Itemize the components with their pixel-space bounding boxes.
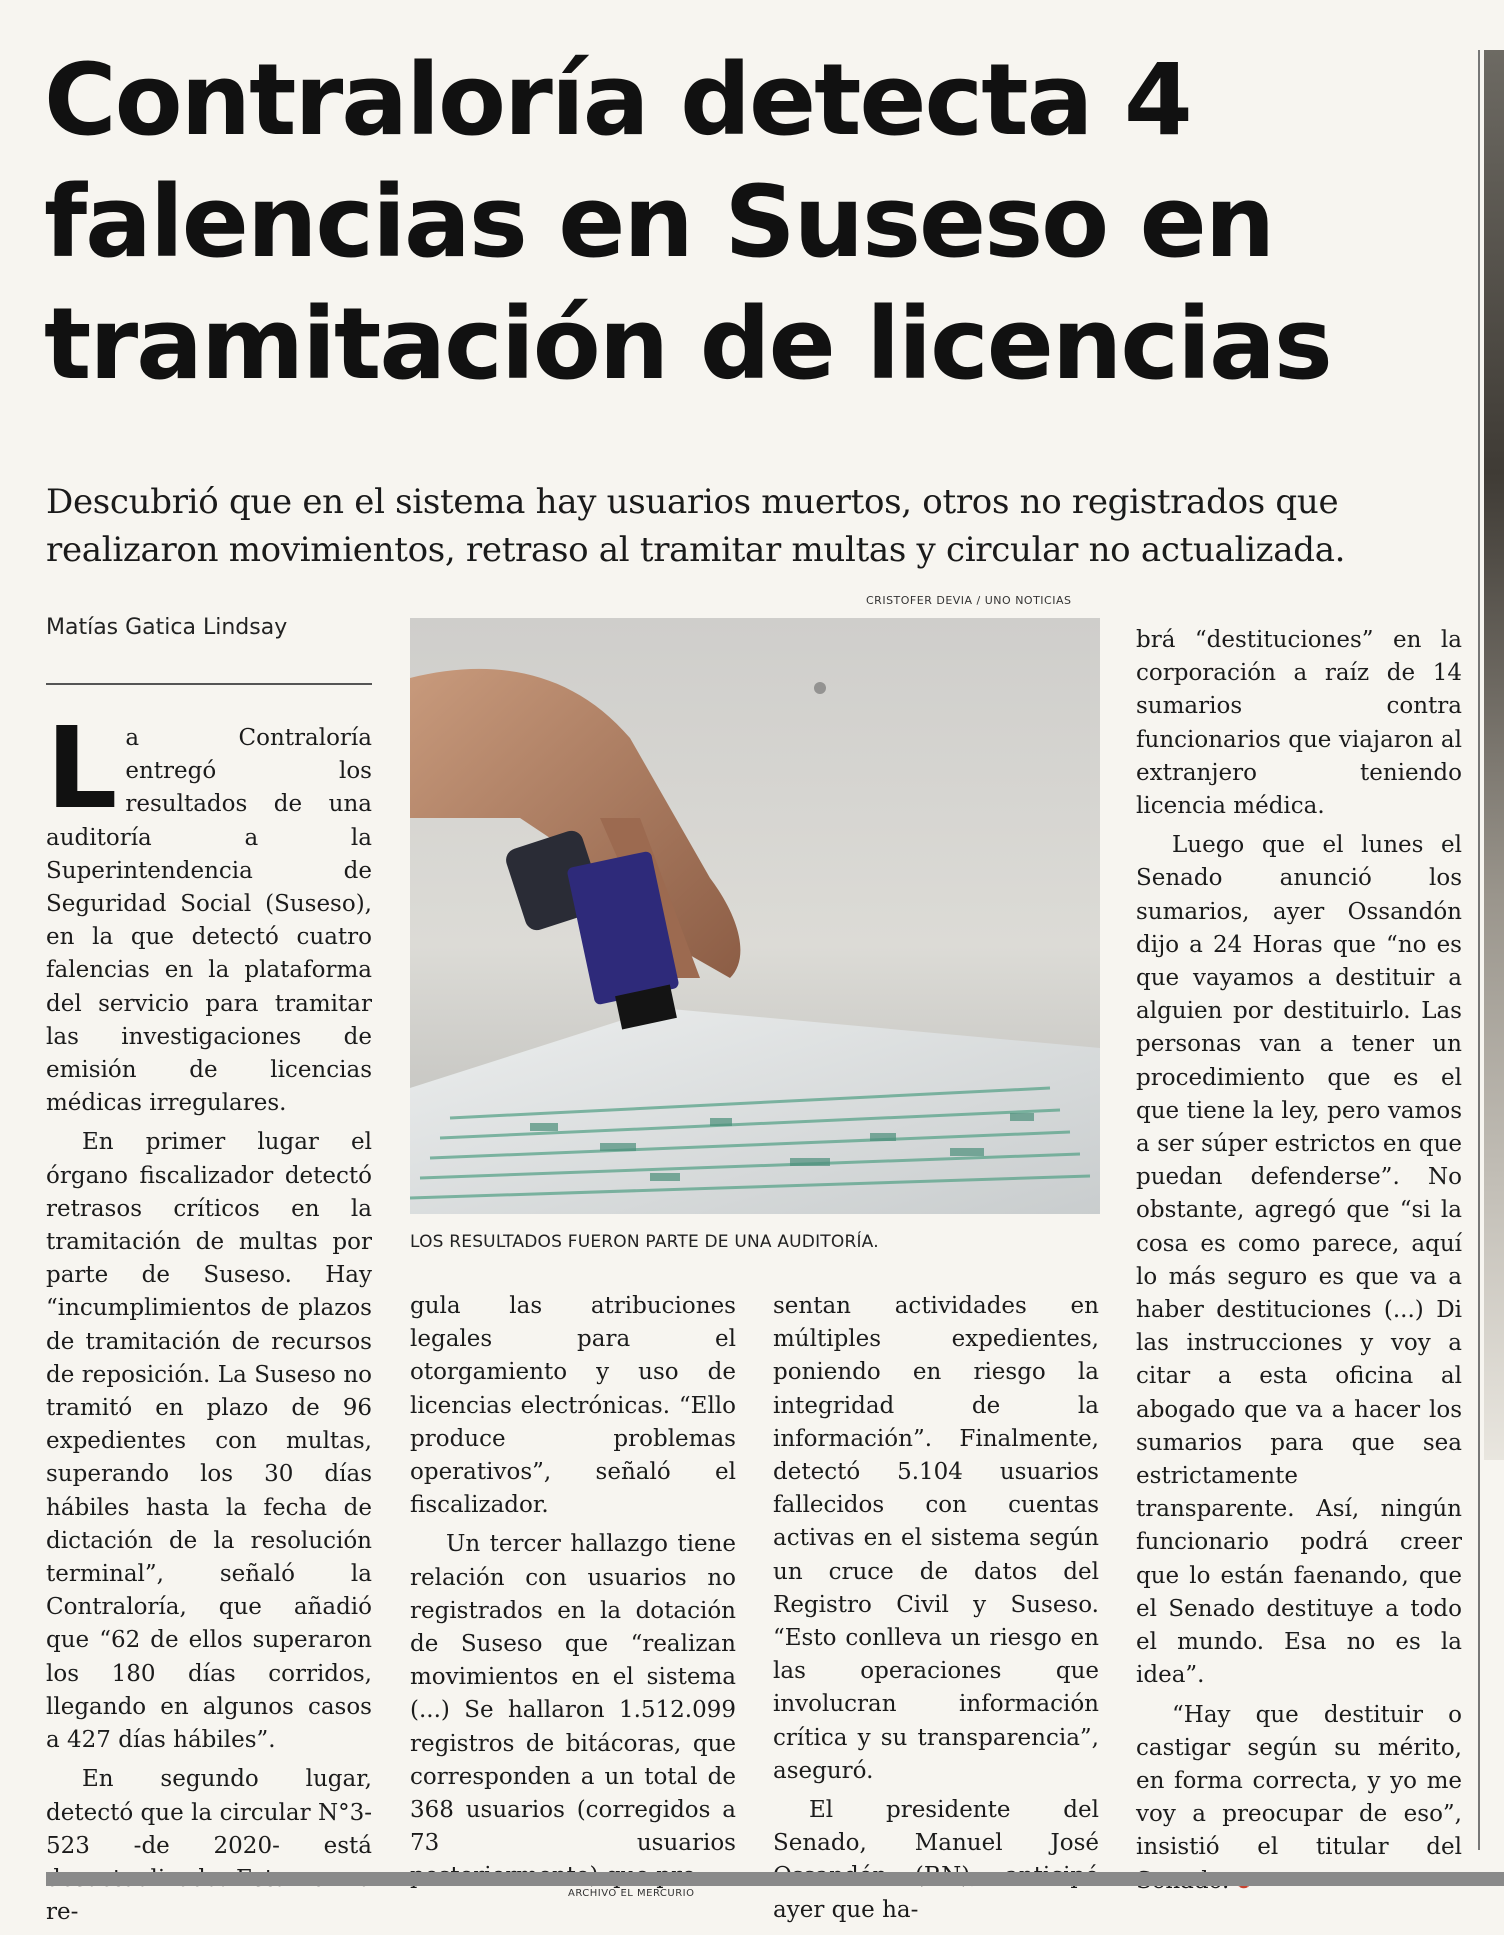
deck-subtitle: Descubrió que en el sistema hay usuarios muertos, otros no registrados que realizaron movimientos, retraso al tramitar multas y circular no actualizada.: [46, 482, 1346, 570]
column-4: [1136, 624, 1462, 1904]
article-photo: [410, 618, 1100, 1214]
photo-caption: LOS RESULTADOS FUERON PARTE DE UNA AUDITORÍA.: [410, 1232, 879, 1252]
paragraph: Luego que el lunes el Senado anunció los sumarios, ayer Ossandón dijo a 24 Horas que “no es que vayamos a destituir a alguien por destituirlo. Las personas van a tener un procedimiento que es el que tiene la ley, pero vamos a ser súper estrictos en que puedan defenderse”. No obstante, agregó que “si la cosa es como parece, aquí lo más seguro es que va a haber destituciones (...) Di las instrucciones y voy a citar a esta oficina al abogado que va a hacer los sumarios para que sea estrictamente transparente. Así, ningún funcionario podrá creer que lo están faenando, que el Senado destituye a todo el mundo. Esa no es la idea”.: [1136, 832, 1462, 1689]
column-1: [46, 704, 372, 1935]
paragraph-text: a Contraloría entregó los resultados de una auditoría a la Superintendencia de Seguridad Social (Suseso), en la que detectó cuatro falencias en la plataforma del servicio para tramitar las investigaciones de emisión de licencias médicas irregulares.: [46, 725, 372, 1117]
bottom-rule: [46, 1872, 1504, 1886]
paragraph: El presidente del Senado, Manuel José ayer que ha-: [773, 1797, 1099, 1923]
column-2: [410, 1290, 736, 1900]
column-divider: [1478, 50, 1480, 1850]
stamp-photo-illustration: [410, 618, 1100, 1214]
archive-label: ARCHIVO EL MERCURIO: [568, 1888, 695, 1899]
paragraph: sentan actividades en múltiples expedientes, poniendo en riesgo la integridad de la información”. Finalmente, detectó 5.104 usuarios fallecidos con cuentas activas en el sistema según un cruce de datos del Registro Civil y Suseso. “Esto conlleva un riesgo en las operaciones que involucran información crítica y su transparencia”, aseguró.: [773, 1293, 1099, 1784]
headline: Contraloría detecta 4 falencias en Suseso en tramitación de licencias: [44, 43, 1331, 402]
column-3: [773, 1290, 1099, 1933]
paragraph: [1136, 1699, 1462, 1898]
paragraph: Un tercer hallazgo tiene relación con usuarios no registrados en la dotación de Suseso que “realizan movimientos en el sistema (...) Se hallaron 1.512.099 registros de bitácoras, que corresponden a un total de 368 usuarios (corregidos a 73 usuarios: [410, 1531, 736, 1857]
paragraph: gula las atribuciones legales para el otorgamiento y uso de licencias electrónicas. “Ello produce problemas operativos”, señaló el fiscalizador.: [410, 1293, 736, 1519]
paragraph: En primer lugar el órgano fiscalizador detectó retrasos críticos en la tramitación de multas por parte de Suseso. Hay “incumplimientos de plazos de tramitación de recursos de reposición. La Suseso no tramitó en plazo de 96 expedientes con multas, superando los 30 días hábiles hasta la fecha de dictación de la resolución terminal”, señaló la Contraloría, que añadió que “62 de ellos superaron los 180 días corridos, llegando en algunos casos a 427 días hábiles”.: [46, 1129, 372, 1754]
paragraph: brá “destituciones” en la corporación a raíz de 14 sumarios contra funcionarios que viajaron al extranjero teniendo licencia médica.: [1136, 627, 1462, 820]
paragraph: En segundo lugar, detectó que la circular N°3-523 -de 2020- está re-: [46, 1766, 372, 1926]
paragraph: [46, 704, 372, 1120]
photo-credit: CRISTOFER DEVIA / UNO NOTICIAS: [866, 594, 1072, 607]
paragraph-text: “Hay que destituir o castigar según su mérito, en forma correcta, y yo me voy a preocupar de eso”, insistió el titular del: [1136, 1701, 1462, 1861]
drop-cap: L: [46, 704, 118, 834]
byline-divider: [46, 683, 372, 685]
adjacent-article-edge: [1484, 50, 1504, 1460]
byline: Matías Gatica Lindsay: [46, 615, 288, 640]
